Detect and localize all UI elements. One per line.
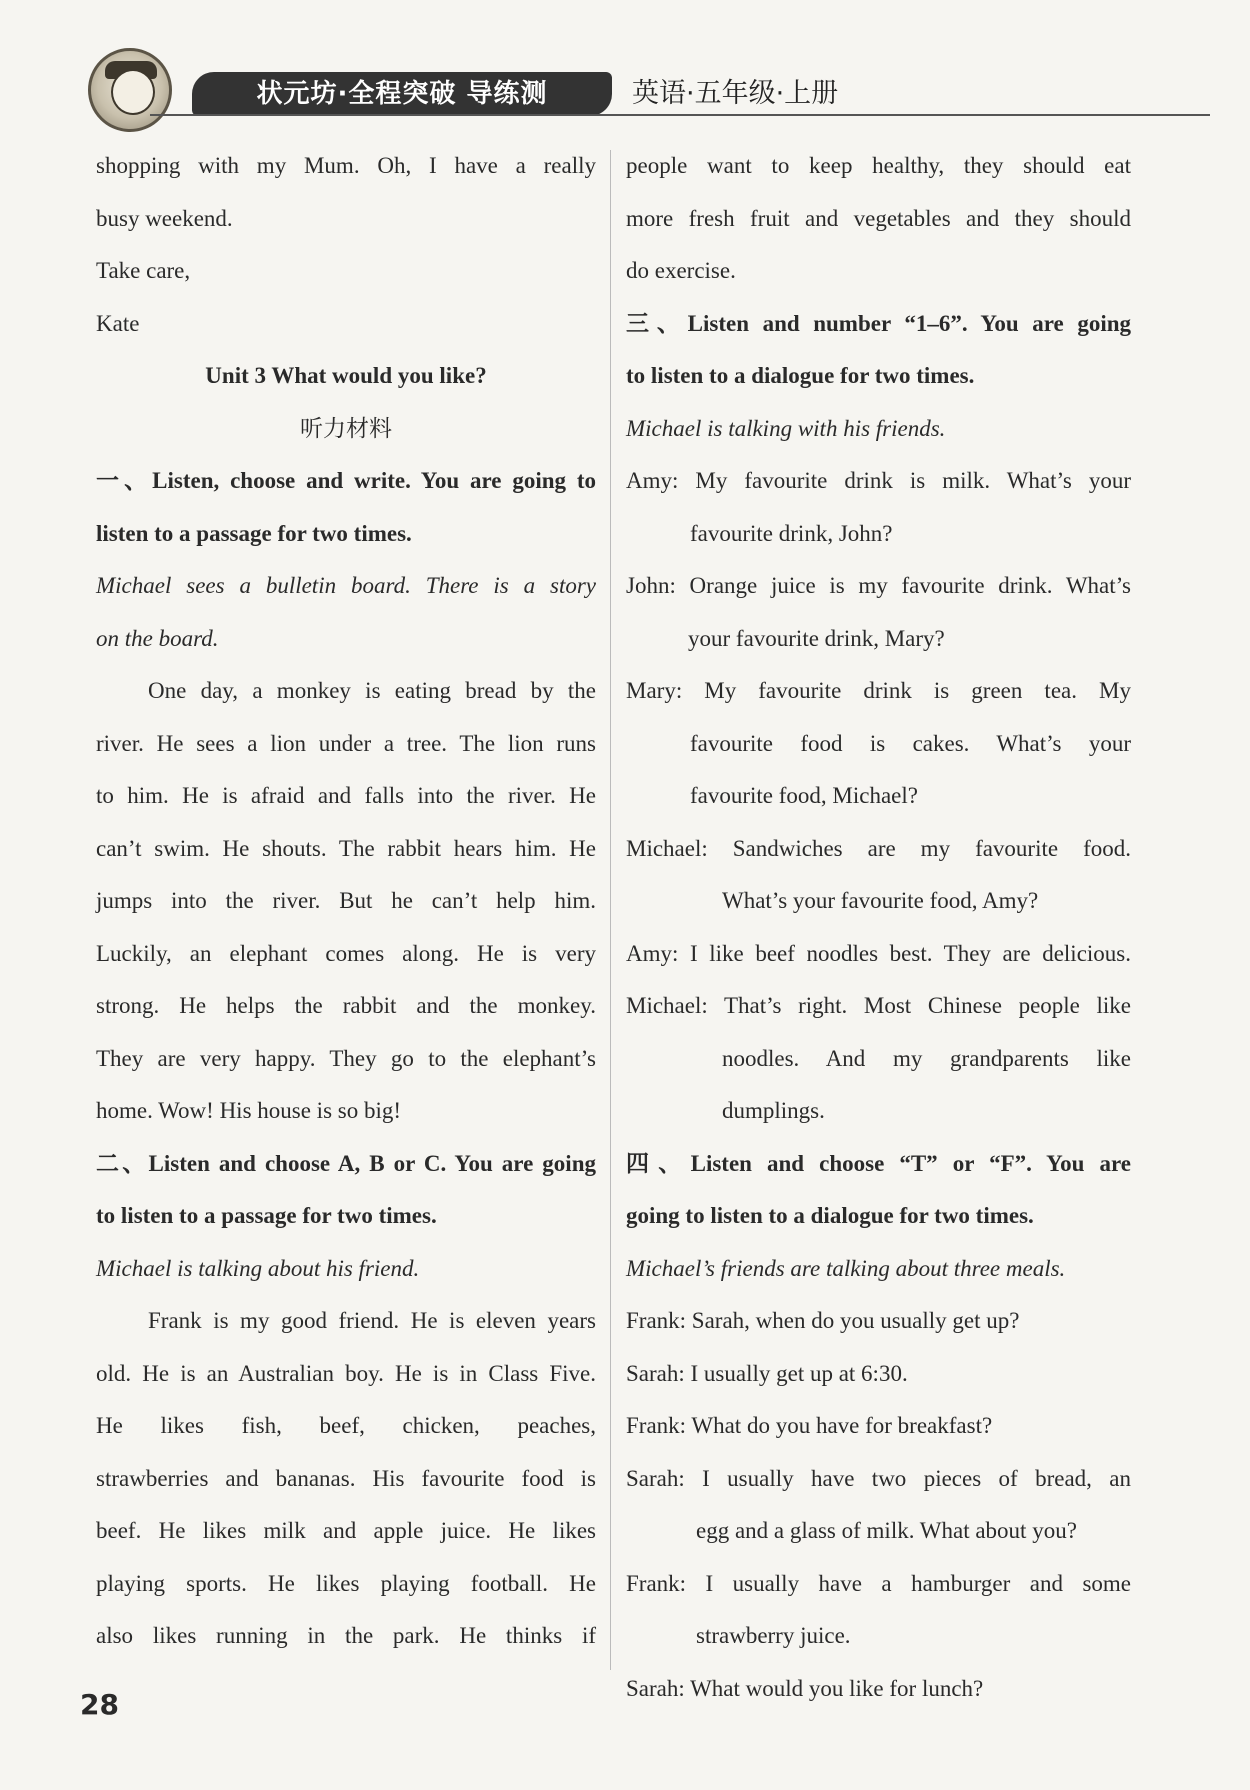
series-banner: 状元坊·全程突破 导练测	[192, 72, 612, 116]
section-heading-1: 一、Listen, choose and write. You are going to	[96, 468, 596, 493]
dialogue-line: egg and a glass of milk. What about you?	[696, 1518, 1077, 1543]
story-line: One day, a monkey is eating bread by the	[148, 678, 596, 703]
dialogue-line: dumplings.	[722, 1098, 825, 1123]
dialogue-line: John: Orange juice is my favourite drink. What’s	[626, 573, 1131, 598]
dialogue-line: Frank: I usually have a hamburger and some	[626, 1570, 1131, 1596]
unit-title: Unit 3 What would you like?	[205, 363, 487, 388]
passage-line: also likes running in the park. He thinks if	[96, 1623, 596, 1648]
dialogue-line: Michael: That’s right. Most Chinese people like	[626, 993, 1131, 1018]
section-heading-3-cont: to listen to a dialogue for two times.	[626, 363, 975, 388]
section-heading-2-cont: to listen to a passage for two times.	[96, 1203, 437, 1228]
dialogue-line: What’s your favourite food, Amy?	[722, 888, 1039, 913]
section-heading-4-cont: going to listen to a dialogue for two times.	[626, 1203, 1034, 1228]
story-line: river. He sees a lion under a tree. The lion runs	[96, 730, 596, 756]
dialogue-line: favourite drink, John?	[690, 520, 893, 546]
passage-line: do exercise.	[626, 258, 736, 283]
intro-line: on the board.	[96, 625, 219, 651]
story-line: to him. He is afraid and falls into the river. He	[96, 783, 596, 808]
header-rule	[150, 114, 1210, 116]
section-heading-4: 四、Listen and choose “T” or “F”. You are	[626, 1150, 1131, 1176]
dialogue-line: noodles. And my grandparents like	[722, 1045, 1131, 1071]
passage-line: old. He is an Australian boy. He is in Class Five.	[96, 1360, 596, 1386]
dialogue-line: strawberry juice.	[696, 1623, 851, 1648]
intro-line: Michael’s friends are talking about three meals.	[626, 1255, 1066, 1281]
passage-line: more fresh fruit and vegetables and they should	[626, 205, 1131, 231]
right-column	[626, 140, 1131, 1715]
dialogue-line: Sarah: I usually get up at 6:30.	[626, 1360, 908, 1386]
left-column	[96, 140, 596, 1663]
section-heading-1-cont: listen to a passage for two times.	[96, 520, 412, 546]
story-line: jumps into the river. But he can’t help him.	[96, 888, 596, 913]
page-header	[88, 48, 1233, 138]
section-heading-3: 三、Listen and number “1–6”. You are going	[626, 310, 1131, 336]
logo-icon	[88, 48, 172, 132]
passage-line: beef. He likes milk and apple juice. He likes	[96, 1518, 596, 1543]
passage-line: playing sports. He likes playing football. He	[96, 1570, 596, 1596]
dialogue-line: favourite food, Michael?	[690, 783, 918, 808]
dialogue-line: Sarah: I usually have two pieces of bread, an	[626, 1465, 1131, 1491]
dialogue-line: Frank: Sarah, when do you usually get up?	[626, 1308, 1020, 1333]
dialogue-line: Sarah: What would you like for lunch?	[626, 1675, 984, 1701]
dialogue-line: favourite food is cakes. What’s your	[690, 730, 1131, 756]
column-divider	[610, 150, 611, 1670]
dialogue-line: Amy: I like beef noodles best. They are delicious.	[626, 940, 1131, 966]
page-number: 28	[80, 1688, 119, 1721]
dialogue-line: Mary: My favourite drink is green tea. My	[626, 678, 1131, 703]
dialogue-line: Amy: My favourite drink is milk. What’s your	[626, 468, 1131, 493]
story-line: They are very happy. They go to the elephant’s	[96, 1045, 596, 1071]
passage-line: Frank is my good friend. He is eleven years	[148, 1308, 596, 1333]
intro-line: Michael is talking with his friends.	[626, 415, 946, 441]
dialogue-line: Michael: Sandwiches are my favourite food.	[626, 835, 1131, 861]
dialogue-line: your favourite drink, Mary?	[688, 625, 945, 651]
text-line: shopping with my Mum. Oh, I have a really	[96, 153, 596, 178]
text-line: busy weekend.	[96, 205, 233, 231]
story-line: can’t swim. He shouts. The rabbit hears him. He	[96, 835, 596, 861]
intro-line: Michael sees a bulletin board. There is a story	[96, 573, 596, 598]
story-line: strong. He helps the rabbit and the monkey.	[96, 993, 596, 1018]
passage-line: He likes fish, beef, chicken, peaches,	[96, 1413, 596, 1438]
subject-label: 英语·五年级·上册	[632, 78, 839, 109]
text-line: Take care,	[96, 258, 191, 283]
intro-line: Michael is talking about his friend.	[96, 1255, 420, 1281]
story-line: home. Wow! His house is so big!	[96, 1098, 402, 1123]
passage-line: people want to keep healthy, they should eat	[626, 153, 1131, 178]
text-line: Kate	[96, 310, 140, 336]
section-heading-2: 二、Listen and choose A, B or C. You are going	[96, 1150, 596, 1176]
story-line: Luckily, an elephant comes along. He is very	[96, 940, 596, 966]
passage-line: strawberries and bananas. His favourite food is	[96, 1465, 596, 1491]
section-title-cn: 听力材料	[300, 415, 392, 442]
dialogue-line: Frank: What do you have for breakfast?	[626, 1413, 993, 1438]
